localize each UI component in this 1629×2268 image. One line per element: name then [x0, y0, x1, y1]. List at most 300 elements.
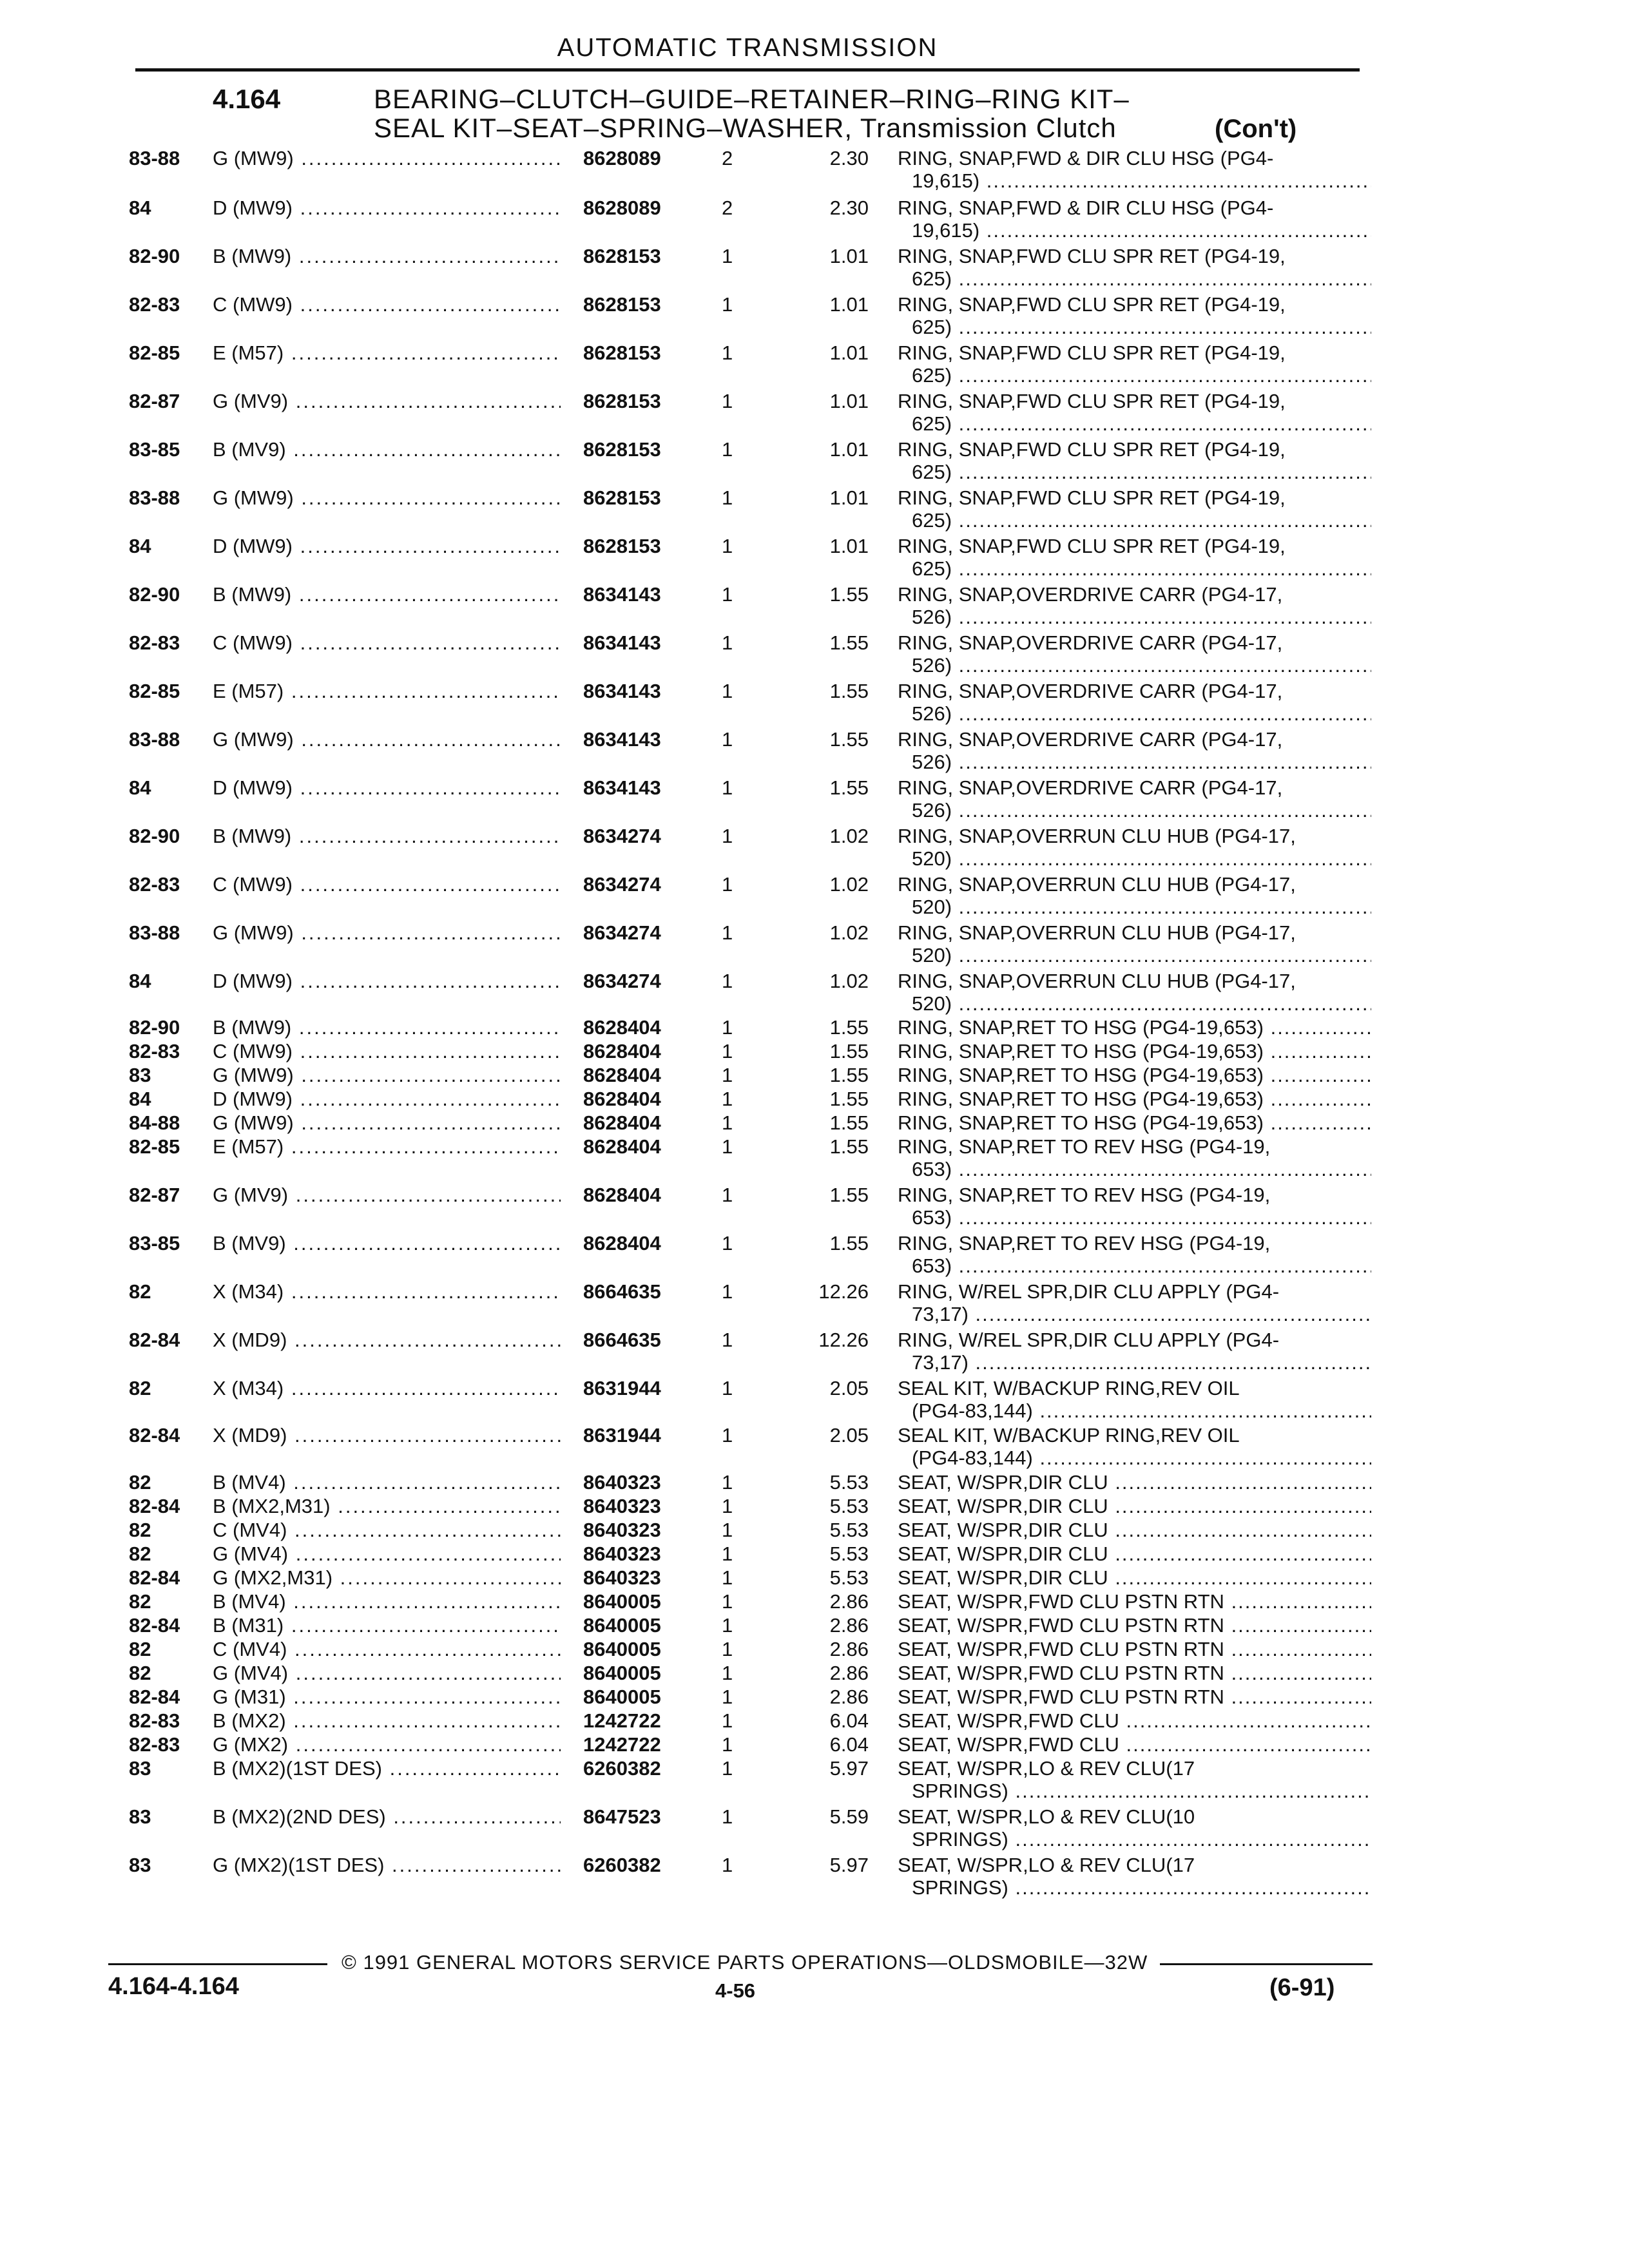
part-number: 8628089: [583, 147, 661, 169]
table-row: [0, 776, 1629, 822]
quantity: 2: [722, 197, 733, 219]
quantity: 1: [722, 1614, 733, 1637]
model-year: 82-84: [129, 1424, 180, 1446]
model-year: 82-83: [129, 873, 180, 896]
price: 2.30: [829, 197, 869, 219]
part-number: 8634274: [583, 825, 661, 847]
description: SEAT, W/SPR,LO & REV CLU(17: [898, 1854, 1195, 1876]
quantity: 1: [722, 1111, 733, 1134]
description-cont: SPRINGS) .....: [912, 1780, 1371, 1803]
part-number: 8628153: [583, 438, 661, 461]
model-year: 84-88: [129, 1111, 180, 1134]
quantity: 1: [722, 1733, 733, 1756]
quantity: 1: [722, 1542, 733, 1565]
footer-copyright: © 1991 GENERAL MOTORS SERVICE PARTS OPERATIONS—OLDSMOBILE—32W: [342, 1951, 1148, 1974]
description: RING, SNAP,FWD CLU SPR RET (PG4-19,: [898, 390, 1286, 412]
price: 1.55: [829, 1184, 869, 1206]
description: RING, SNAP,OVERRUN CLU HUB (PG4-17,: [898, 873, 1296, 896]
quantity: 1: [722, 1232, 733, 1254]
quantity: 1: [722, 1566, 733, 1589]
price: 1.55: [829, 1064, 869, 1086]
model-year: 82-84: [129, 1614, 180, 1637]
quantity: 1: [722, 1757, 733, 1780]
description-cont: 625) .....: [912, 557, 1371, 581]
description: RING, SNAP,FWD CLU SPR RET (PG4-19,: [898, 341, 1286, 364]
table-row: [0, 438, 1629, 483]
description-cont: 520) .....: [912, 896, 1371, 919]
quantity: 1: [722, 1088, 733, 1110]
model-year: 83-85: [129, 438, 180, 461]
page-header-title: AUTOMATIC TRANSMISSION: [557, 34, 938, 62]
table-row: [0, 921, 1629, 966]
model-code: G (MV4) .....: [213, 1662, 561, 1685]
description: RING, SNAP,OVERRUN CLU HUB (PG4-17,: [898, 825, 1296, 847]
price: 1.01: [829, 245, 869, 267]
description-cont: 73,17) .....: [912, 1303, 1371, 1326]
description-cont: 520) .....: [912, 847, 1371, 870]
model-code: B (MW9) .....: [213, 1016, 561, 1039]
model-code: G (MX2) .....: [213, 1733, 561, 1756]
description: RING, SNAP,RET TO REV HSG (PG4-19,: [898, 1184, 1271, 1206]
price: 1.02: [829, 921, 869, 944]
description: RING, SNAP,RET TO HSG (PG4-19,653) .....: [898, 1040, 1371, 1063]
description-cont: 653) .....: [912, 1206, 1371, 1229]
model-code: B (MX2) .....: [213, 1709, 561, 1733]
model-code: B (M31) .....: [213, 1614, 561, 1637]
description: SEAT, W/SPR,FWD CLU .....: [898, 1709, 1371, 1733]
price: 6.04: [829, 1709, 869, 1732]
price: 1.01: [829, 535, 869, 557]
part-number: 8631944: [583, 1377, 661, 1399]
description: RING, SNAP,OVERRUN CLU HUB (PG4-17,: [898, 970, 1296, 992]
table-row: [0, 873, 1629, 918]
description: RING, SNAP,RET TO HSG (PG4-19,653) .....: [898, 1111, 1371, 1135]
price: 2.86: [829, 1638, 869, 1660]
description: RING, SNAP,FWD CLU SPR RET (PG4-19,: [898, 293, 1286, 316]
quantity: 1: [722, 1709, 733, 1732]
model-code: B (MV9) .....: [213, 438, 561, 461]
quantity: 1: [722, 1854, 733, 1876]
model-code: G (MX2,M31) .....: [213, 1566, 561, 1590]
price: 2.86: [829, 1686, 869, 1708]
part-number: 8628153: [583, 486, 661, 509]
part-number: 1242722: [583, 1709, 661, 1732]
part-number: 8634143: [583, 776, 661, 799]
model-code: B (MW9) .....: [213, 825, 561, 848]
description-cont: 526) .....: [912, 751, 1371, 774]
model-year: 82: [129, 1542, 151, 1565]
table-row: [0, 535, 1629, 580]
model-year: 84: [129, 970, 151, 992]
description: RING, SNAP,FWD CLU SPR RET (PG4-19,: [898, 486, 1286, 509]
description: RING, SNAP,OVERDRIVE CARR (PG4-17,: [898, 728, 1283, 751]
model-year: 84: [129, 776, 151, 799]
model-code: D (MW9) .....: [213, 776, 561, 800]
quantity: 1: [722, 293, 733, 316]
price: 1.01: [829, 341, 869, 364]
part-number: 8628404: [583, 1135, 661, 1158]
quantity: 1: [722, 438, 733, 461]
table-row: [0, 1232, 1629, 1277]
table-row: [0, 680, 1629, 725]
model-code: C (MV4) .....: [213, 1519, 561, 1542]
model-year: 82-83: [129, 293, 180, 316]
description-cont: 19,615) .....: [912, 169, 1371, 193]
model-year: 82-84: [129, 1686, 180, 1708]
quantity: 1: [722, 1040, 733, 1062]
table-row: [0, 1135, 1629, 1180]
section-title-line1: BEARING–CLUTCH–GUIDE–RETAINER–RING–RING KIT–: [374, 84, 1130, 114]
description: SEAT, W/SPR,FWD CLU PSTN RTN .....: [898, 1638, 1371, 1661]
model-code: X (MD9) .....: [213, 1329, 561, 1352]
price: 1.01: [829, 390, 869, 412]
description-cont: 526) .....: [912, 799, 1371, 822]
part-number: 8628089: [583, 197, 661, 219]
description: SEAT, W/SPR,LO & REV CLU(10: [898, 1805, 1195, 1828]
price: 1.01: [829, 438, 869, 461]
section-title-line2: SEAL KIT–SEAT–SPRING–WASHER, Transmission Clutch: [374, 113, 1117, 143]
model-year: 83-88: [129, 728, 180, 751]
model-year: 82: [129, 1662, 151, 1684]
model-year: 83-85: [129, 1232, 180, 1254]
part-number: 8628404: [583, 1040, 661, 1062]
model-year: 82-84: [129, 1329, 180, 1351]
model-code: C (MW9) .....: [213, 1040, 561, 1063]
table-row: [0, 583, 1629, 628]
part-number: 8628153: [583, 535, 661, 557]
description: SEAT, W/SPR,LO & REV CLU(17: [898, 1757, 1195, 1780]
part-number: 8640005: [583, 1590, 661, 1613]
table-row: [0, 341, 1629, 387]
model-year: 82-90: [129, 583, 180, 606]
model-year: 82-83: [129, 1040, 180, 1062]
model-year: 83: [129, 1757, 151, 1780]
footer-date-code: (6-91): [1269, 1974, 1335, 2001]
model-code: G (MW9) .....: [213, 728, 561, 751]
part-number: 8628153: [583, 390, 661, 412]
model-year: 82-85: [129, 680, 180, 702]
description: SEAT, W/SPR,DIR CLU .....: [898, 1542, 1371, 1566]
model-year: 83-88: [129, 147, 180, 169]
model-year: 82-85: [129, 1135, 180, 1158]
table-row: [0, 728, 1629, 773]
description-cont: (PG4-83,144) .....: [912, 1399, 1371, 1423]
description: RING, W/REL SPR,DIR CLU APPLY (PG4-: [898, 1329, 1280, 1351]
description: RING, SNAP,RET TO HSG (PG4-19,653) .....: [898, 1088, 1371, 1111]
price: 1.55: [829, 631, 869, 654]
price: 6.04: [829, 1733, 869, 1756]
model-year: 82-83: [129, 1709, 180, 1732]
model-year: 82: [129, 1590, 151, 1613]
table-row: [0, 1424, 1629, 1469]
quantity: 1: [722, 486, 733, 509]
description: RING, SNAP,RET TO REV HSG (PG4-19,: [898, 1135, 1271, 1158]
model-code: B (MX2,M31) .....: [213, 1495, 561, 1518]
part-number: 8634143: [583, 680, 661, 702]
quantity: 1: [722, 680, 733, 702]
part-number: 8628404: [583, 1111, 661, 1134]
model-year: 82: [129, 1519, 151, 1541]
description-cont: 526) .....: [912, 606, 1371, 629]
price: 5.97: [829, 1854, 869, 1876]
model-year: 82: [129, 1471, 151, 1494]
description-cont: 520) .....: [912, 944, 1371, 967]
description-cont: 625) .....: [912, 461, 1371, 484]
description-cont: 73,17) .....: [912, 1351, 1371, 1374]
quantity: 1: [722, 1638, 733, 1660]
price: 2.86: [829, 1662, 869, 1684]
quantity: 2: [722, 147, 733, 169]
description-cont: 625) .....: [912, 316, 1371, 339]
description-cont: 625) .....: [912, 364, 1371, 387]
part-number: 8628153: [583, 245, 661, 267]
model-year: 83: [129, 1064, 151, 1086]
quantity: 1: [722, 728, 733, 751]
part-number: 8647523: [583, 1805, 661, 1828]
model-year: 82-83: [129, 1733, 180, 1756]
quantity: 1: [722, 1495, 733, 1517]
table-row: [0, 825, 1629, 870]
quantity: 1: [722, 873, 733, 896]
part-number: 8640005: [583, 1638, 661, 1660]
quantity: 1: [722, 776, 733, 799]
model-code: D (MW9) .....: [213, 1088, 561, 1111]
model-year: 84: [129, 535, 151, 557]
price: 1.02: [829, 873, 869, 896]
quantity: 1: [722, 1590, 733, 1613]
part-number: 6260382: [583, 1757, 661, 1780]
table-row: [0, 486, 1629, 532]
table-row: [0, 1280, 1629, 1325]
price: 1.55: [829, 1040, 869, 1062]
price: 5.97: [829, 1757, 869, 1780]
model-year: 82: [129, 1377, 151, 1399]
description: RING, SNAP,OVERRUN CLU HUB (PG4-17,: [898, 921, 1296, 944]
description: RING, SNAP,FWD CLU SPR RET (PG4-19,: [898, 438, 1286, 461]
description: SEAT, W/SPR,DIR CLU .....: [898, 1471, 1371, 1494]
part-number: 1242722: [583, 1733, 661, 1756]
model-code: C (MW9) .....: [213, 873, 561, 896]
model-year: 83-88: [129, 921, 180, 944]
price: 1.55: [829, 1111, 869, 1134]
quantity: 1: [722, 245, 733, 267]
description: RING, SNAP,OVERDRIVE CARR (PG4-17,: [898, 631, 1283, 654]
part-number: 8628404: [583, 1232, 661, 1254]
quantity: 1: [722, 535, 733, 557]
model-year: 82-87: [129, 1184, 180, 1206]
description: SEAL KIT, W/BACKUP RING,REV OIL: [898, 1424, 1240, 1446]
quantity: 1: [722, 390, 733, 412]
description: RING, SNAP,OVERDRIVE CARR (PG4-17,: [898, 583, 1283, 606]
price: 12.26: [818, 1329, 869, 1351]
quantity: 1: [722, 341, 733, 364]
quantity: 1: [722, 970, 733, 992]
price: 1.55: [829, 728, 869, 751]
price: 5.53: [829, 1566, 869, 1589]
part-number: 8628404: [583, 1016, 661, 1039]
part-number: 8664635: [583, 1329, 661, 1351]
model-year: 82: [129, 1280, 151, 1303]
model-code: G (MV9) .....: [213, 390, 561, 413]
part-number: 8631944: [583, 1424, 661, 1446]
price: 1.55: [829, 776, 869, 799]
model-code: G (MV4) .....: [213, 1542, 561, 1566]
part-number: 8628153: [583, 341, 661, 364]
quantity: 1: [722, 1329, 733, 1351]
quantity: 1: [722, 921, 733, 944]
price: 2.86: [829, 1614, 869, 1637]
quantity: 1: [722, 1280, 733, 1303]
part-number: 8634274: [583, 921, 661, 944]
model-year: 82-84: [129, 1566, 180, 1589]
model-code: B (MV4) .....: [213, 1471, 561, 1494]
model-code: C (MV4) .....: [213, 1638, 561, 1661]
model-year: 83: [129, 1854, 151, 1876]
description: RING, SNAP,FWD CLU SPR RET (PG4-19,: [898, 245, 1286, 267]
description-cont: SPRINGS) .....: [912, 1828, 1371, 1851]
table-row: [0, 631, 1629, 677]
part-number: 8640323: [583, 1542, 661, 1565]
quantity: 1: [722, 1471, 733, 1494]
price: 1.02: [829, 970, 869, 992]
price: 1.02: [829, 825, 869, 847]
price: 12.26: [818, 1280, 869, 1303]
quantity: 1: [722, 1377, 733, 1399]
footer-rule-left: [108, 1963, 327, 1965]
model-code: G (MV9) .....: [213, 1184, 561, 1207]
model-year: 82-85: [129, 341, 180, 364]
description: RING, W/REL SPR,DIR CLU APPLY (PG4-: [898, 1280, 1280, 1303]
model-code: G (MW9) .....: [213, 1064, 561, 1087]
part-number: 8664635: [583, 1280, 661, 1303]
table-row: [0, 1184, 1629, 1229]
footer-section-range: 4.164-4.164: [108, 1973, 239, 2000]
model-code: B (MW9) .....: [213, 583, 561, 606]
description: SEAT, W/SPR,FWD CLU PSTN RTN .....: [898, 1686, 1371, 1709]
model-code: E (M57) .....: [213, 1135, 561, 1158]
model-year: 82: [129, 1638, 151, 1660]
quantity: 1: [722, 825, 733, 847]
description-cont: 526) .....: [912, 654, 1371, 677]
quantity: 1: [722, 1662, 733, 1684]
part-number: 8628404: [583, 1184, 661, 1206]
price: 2.05: [829, 1424, 869, 1446]
part-number: 8628153: [583, 293, 661, 316]
part-number: 8640323: [583, 1471, 661, 1494]
description-cont: 625) .....: [912, 412, 1371, 436]
model-code: X (M34) .....: [213, 1280, 561, 1303]
model-code: B (MW9) .....: [213, 245, 561, 268]
table-row: [0, 293, 1629, 338]
table-row: [0, 1329, 1629, 1374]
description: RING, SNAP,OVERDRIVE CARR (PG4-17,: [898, 680, 1283, 702]
quantity: 1: [722, 1805, 733, 1828]
price: 1.55: [829, 1232, 869, 1254]
part-number: 8634143: [583, 583, 661, 606]
model-code: B (MX2)(1ST DES) .....: [213, 1757, 561, 1780]
description: RING, SNAP,FWD & DIR CLU HSG (PG4-: [898, 147, 1274, 169]
description-cont: 19,615) .....: [912, 219, 1371, 242]
price: 5.53: [829, 1495, 869, 1517]
description-cont: 526) .....: [912, 702, 1371, 726]
table-row: [0, 970, 1629, 1015]
table-row: [0, 390, 1629, 435]
price: 5.53: [829, 1542, 869, 1565]
quantity: 1: [722, 1184, 733, 1206]
table-row: [0, 1805, 1629, 1850]
model-code: E (M57) .....: [213, 680, 561, 703]
table-row: [0, 245, 1629, 290]
model-year: 83-88: [129, 486, 180, 509]
model-code: X (MD9) .....: [213, 1424, 561, 1447]
footer-page-number: 4-56: [715, 1979, 756, 2002]
quantity: 1: [722, 1016, 733, 1039]
description: SEAT, W/SPR,DIR CLU .....: [898, 1519, 1371, 1542]
part-number: 8640323: [583, 1519, 661, 1541]
model-code: B (MV9) .....: [213, 1232, 561, 1255]
model-year: 82-90: [129, 1016, 180, 1039]
description: SEAT, W/SPR,FWD CLU .....: [898, 1733, 1371, 1756]
description-cont: 653) .....: [912, 1158, 1371, 1181]
quantity: 1: [722, 1519, 733, 1541]
part-number: 8634143: [583, 631, 661, 654]
quantity: 1: [722, 631, 733, 654]
model-year: 82-84: [129, 1495, 180, 1517]
model-code: D (MW9) .....: [213, 535, 561, 558]
description-cont: SPRINGS) .....: [912, 1876, 1371, 1899]
price: 1.55: [829, 1016, 869, 1039]
table-row: [0, 147, 1629, 192]
price: 1.01: [829, 486, 869, 509]
quantity: 1: [722, 583, 733, 606]
section-number: 4.164: [213, 84, 281, 114]
continued-label: (Con't): [1215, 115, 1297, 143]
model-year: 83: [129, 1805, 151, 1828]
part-number: 8634143: [583, 728, 661, 751]
model-year: 82-87: [129, 390, 180, 412]
model-year: 84: [129, 1088, 151, 1110]
quantity: 1: [722, 1424, 733, 1446]
model-code: D (MW9) .....: [213, 197, 561, 220]
description-cont: (PG4-83,144) .....: [912, 1446, 1371, 1470]
table-row: [0, 197, 1629, 242]
description-cont: 520) .....: [912, 992, 1371, 1015]
footer-rule-right: [1160, 1963, 1373, 1965]
quantity: 1: [722, 1686, 733, 1708]
description: SEAT, W/SPR,DIR CLU .....: [898, 1566, 1371, 1590]
model-code: X (M34) .....: [213, 1377, 561, 1400]
model-code: C (MW9) .....: [213, 293, 561, 316]
price: 1.01: [829, 293, 869, 316]
description: RING, SNAP,FWD & DIR CLU HSG (PG4-: [898, 197, 1274, 219]
table-row: [0, 1854, 1629, 1899]
model-code: G (MX2)(1ST DES) .....: [213, 1854, 561, 1877]
model-code: B (MV4) .....: [213, 1590, 561, 1613]
description: RING, SNAP,FWD CLU SPR RET (PG4-19,: [898, 535, 1286, 557]
model-code: G (M31) .....: [213, 1686, 561, 1709]
price: 1.55: [829, 680, 869, 702]
part-number: 8634274: [583, 970, 661, 992]
price: 5.59: [829, 1805, 869, 1828]
price: 5.53: [829, 1471, 869, 1494]
price: 1.55: [829, 1088, 869, 1110]
model-year: 84: [129, 197, 151, 219]
model-year: 82-90: [129, 245, 180, 267]
quantity: 1: [722, 1064, 733, 1086]
price: 2.30: [829, 147, 869, 169]
model-code: G (MW9) .....: [213, 486, 561, 510]
price: 2.05: [829, 1377, 869, 1399]
